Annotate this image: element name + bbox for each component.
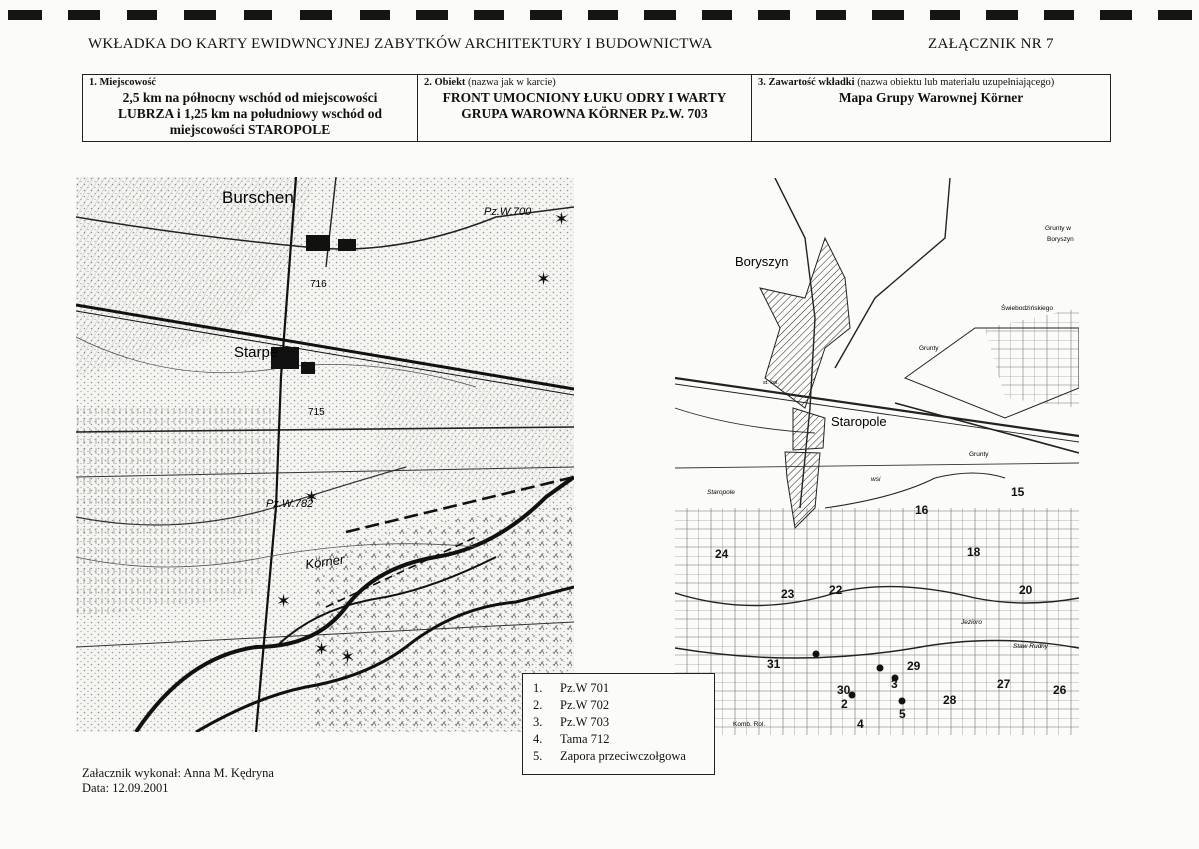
registration-mark: [530, 10, 562, 20]
registration-mark: [300, 10, 332, 20]
svg-text:✶: ✶: [314, 639, 330, 659]
legend-item: 5. Zapora przeciwczołgowa: [533, 749, 686, 763]
svg-text:23: 23: [781, 587, 795, 601]
content-cell: [751, 75, 1110, 141]
svg-text:✶: ✶: [340, 647, 356, 667]
svg-text:16: 16: [915, 503, 929, 517]
svg-text:wsi: wsi: [871, 476, 881, 483]
svg-text:✶: ✶: [304, 487, 320, 507]
svg-text:716: 716: [310, 279, 327, 290]
location-value: 2,5 km na północny wschód od miejscowości LUBRZA i 1,25 km na południowy wschód od miejscowości STAROPOLE: [117, 90, 383, 137]
svg-text:st. kol.: st. kol.: [763, 380, 779, 386]
svg-text:2: 2: [841, 697, 848, 711]
svg-text:Starpe: Starpe: [234, 344, 279, 361]
svg-text:18: 18: [967, 545, 981, 559]
svg-text:22: 22: [829, 583, 843, 597]
date-note: Data: 12.09.2001: [82, 781, 169, 795]
svg-text:✶: ✶: [554, 209, 570, 229]
location-cell: [83, 75, 417, 141]
registration-mark: [816, 10, 846, 20]
cadastral-map-drawing: [675, 178, 1079, 735]
annex-number: ZAŁĄCZNIK NR 7: [928, 36, 1054, 52]
historical-topographic-map: [76, 177, 574, 732]
svg-text:Pz.W.700: Pz.W.700: [484, 206, 532, 218]
registration-marks: [0, 10, 1199, 22]
svg-text:3: 3: [891, 677, 898, 691]
object-cell: [417, 75, 751, 141]
registration-mark: [8, 10, 42, 20]
legend-item: 4. Tama 712: [533, 732, 610, 746]
svg-text:Komb. Rol.: Komb. Rol.: [733, 721, 766, 728]
registration-mark: [244, 10, 272, 20]
svg-text:26: 26: [1053, 683, 1067, 697]
svg-text:✶: ✶: [276, 591, 292, 611]
registration-mark: [184, 10, 216, 20]
registration-mark: [68, 10, 100, 20]
svg-text:29: 29: [907, 659, 921, 673]
legend-item: 1. Pz.W 701: [533, 681, 610, 695]
svg-text:715: 715: [308, 407, 325, 418]
registration-mark: [930, 10, 960, 20]
registration-mark: [872, 10, 904, 20]
svg-text:Grunty w: Grunty w: [1045, 225, 1072, 232]
registration-mark: [758, 10, 790, 20]
topographic-map-drawing: [76, 177, 574, 732]
registration-mark: [416, 10, 448, 20]
svg-text:30: 30: [837, 683, 851, 697]
svg-text:Körner: Körner: [304, 551, 346, 572]
svg-text:Staropole: Staropole: [707, 489, 735, 496]
svg-text:27: 27: [997, 677, 1011, 691]
registration-mark: [702, 10, 732, 20]
svg-text:Staropole: Staropole: [831, 414, 887, 429]
object-heading: 2. Obiekt (nazwa jak w karcie): [424, 77, 556, 88]
svg-text:Boryszyn: Boryszyn: [735, 254, 789, 269]
svg-text:Grunty: Grunty: [919, 345, 939, 352]
legend-item: 3. Pz.W 703: [533, 715, 610, 729]
registration-mark: [644, 10, 676, 20]
svg-text:✶: ✶: [536, 269, 552, 289]
svg-text:Grunty: Grunty: [969, 451, 989, 458]
svg-text:24: 24: [715, 547, 729, 561]
content-value: Mapa Grupy Warownej Körner: [838, 90, 1024, 105]
legend-item: 2. Pz.W 702: [533, 698, 610, 712]
registration-mark: [986, 10, 1018, 20]
info-table: [82, 74, 1111, 142]
svg-text:Pz.W.782: Pz.W.782: [266, 498, 314, 510]
svg-text:4: 4: [857, 717, 864, 731]
svg-text:Staw Rudny: Staw Rudny: [1013, 643, 1049, 650]
map-legend: [522, 673, 715, 775]
registration-mark: [127, 10, 157, 20]
registration-mark: [1100, 10, 1132, 20]
author-note: Załacznik wykonał: Anna M. Kędryna: [82, 766, 274, 780]
content-heading: 3. Zawartość wkładki (nazwa obiektu lub materiału uzupełniającego): [758, 77, 1055, 88]
svg-text:20: 20: [1019, 583, 1033, 597]
registration-mark: [588, 10, 618, 20]
registration-mark: [360, 10, 390, 20]
svg-text:15: 15: [1011, 485, 1025, 499]
object-value: FRONT UMOCNIONY ŁUKU ODRY I WARTY GRUPA WAROWNA KÖRNER Pz.W. 703: [442, 90, 727, 121]
registration-mark: [474, 10, 504, 20]
location-heading: 1. Miejscowość: [89, 77, 157, 88]
registration-mark: [1158, 10, 1192, 20]
svg-text:Burschen: Burschen: [222, 188, 294, 207]
svg-text:Świebodzińskiego: Świebodzińskiego: [1001, 305, 1054, 312]
svg-text:5: 5: [899, 707, 906, 721]
svg-text:31: 31: [767, 657, 781, 671]
svg-text:Boryszyn: Boryszyn: [1047, 236, 1074, 243]
document-title: WKŁADKA DO KARTY EWIDWNCYJNEJ ZABYTKÓW ARCHITEKTURY I BUDOWNICTWA: [88, 36, 713, 52]
svg-text:Jezioro: Jezioro: [961, 619, 982, 626]
cadastral-map: [675, 178, 1079, 735]
svg-text:28: 28: [943, 693, 957, 707]
registration-mark: [1044, 10, 1074, 20]
